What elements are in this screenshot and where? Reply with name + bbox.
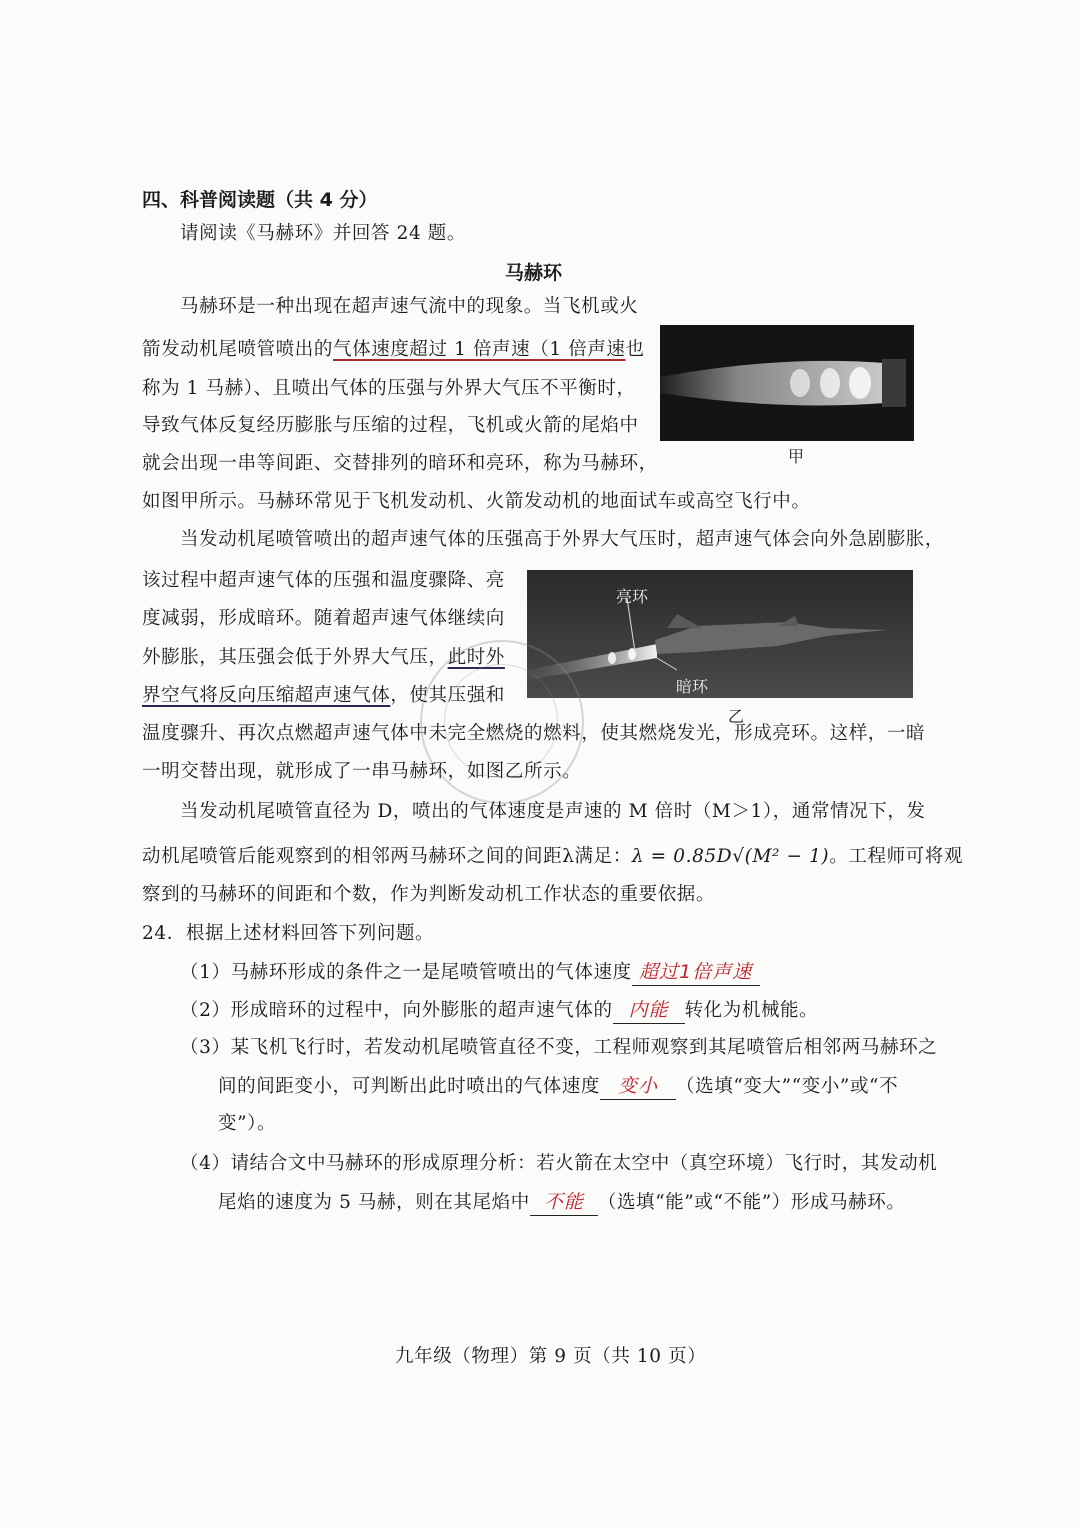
figure-yi-photo [527,570,913,698]
figure-jia-caption: 甲 [788,447,805,466]
watermark-stamp-inner [444,664,558,778]
q3-line1: （3）某飞机飞行时，若发动机尾喷管直径不变，工程师观察到其尾喷管后相邻两马赫环之 [180,1037,938,1058]
article-title: 马赫环 [505,262,563,284]
p3-line2-a: 动机尾喷管后能观察到的相邻两马赫环之间的间距λ满足： [142,846,632,867]
q1-answer: 超过1倍声速 [639,961,753,983]
q4-text-b: （选填“能”或“不能”）形成马赫环。 [597,1192,906,1213]
figure-yi-caption: 乙 [728,707,745,726]
p2-line5-b: ，使其压强和 [390,685,505,706]
q1-answer-blank[interactable] [632,960,760,986]
p1-line2-c: 也 [625,339,645,360]
q2-line [180,998,818,1024]
p1-line5: 就会出现一串等间距、交替排列的暗环和亮环，称为马赫环， [142,453,658,474]
q3-text-b: （选填“变大”“变小”或“不 [676,1076,899,1097]
p1-underlined-condition: 气体速度超过 1 倍声速（1 倍声速 [333,339,626,360]
q3-answer: 变小 [618,1075,659,1097]
p3-line2-b: 。工程师可将观 [829,846,963,867]
q2-answer-blank[interactable] [613,998,685,1024]
q1-line [180,960,760,986]
figure-jia-photo [660,325,914,441]
p2-line3: 度减弱，形成暗环。随着超声速气体继续向 [142,608,505,629]
watermark-stamp [420,640,584,804]
q3-answer-blank[interactable] [600,1074,676,1100]
question-stem: 根据上述材料回答下列问题。 [185,923,435,944]
p1-line2 [142,338,645,362]
q2-answer: 内能 [628,999,669,1021]
p3-line1: 当发动机尾喷管直径为 D，喷出的气体速度是声速的 M 倍时（M＞1），通常情况下，发 [180,801,926,822]
p2-line7: 一明交替出现，就形成了一串马赫环，如图乙所示。 [142,761,582,782]
p1-line6: 如图甲所示。马赫环常见于飞机发动机、火箭发动机的地面试车或高空飞行中。 [142,491,811,512]
section-title: 四、科普阅读题（共 4 分） [142,189,378,211]
p2-line1: 当发动机尾喷管喷出的超声速气体的压强高于外界大气压时，超声速气体会向外急剧膨胀， [180,529,945,550]
q4-line2 [218,1190,905,1216]
q1-text: （1）马赫环形成的条件之一是尾喷管喷出的气体速度 [180,962,632,983]
p1-line2-a: 箭发动机尾喷管喷出的 [142,339,334,360]
p1-line3: 称为 1 马赫）、且喷出气体的压强与外界大气压不平衡时， [142,378,636,399]
p2-line6: 温度骤升、再次点燃超声速气体中未完全燃烧的燃料，使其燃烧发光，形成亮环。这样，一暗 [142,723,926,744]
p2-line4-a: 外膨胀，其压强会低于外界大气压， [142,647,448,668]
p3-line3: 察到的马赫环的间距和个数，作为判断发动机工作状态的重要依据。 [142,884,716,905]
q3-line2 [218,1074,898,1100]
p2-underlined-b: 界空气将反向压缩超声速气体 [142,685,391,706]
q4-answer-blank[interactable] [530,1190,598,1216]
p1-line4: 导致气体反复经历膨胀与压缩的过程，飞机或火箭的尾焰中 [142,415,639,436]
q3-text-a: 间的间距变小，可判断出此时喷出的气体速度 [218,1076,601,1097]
mach-diamond-flame-image [660,325,914,441]
p2-underlined-a: 此时外 [447,647,505,668]
q4-line1: （4）请结合文中马赫环的形成原理分析：若火箭在太空中（真空环境）飞行时，其发动机 [180,1153,938,1174]
q2-text-a: （2）形成暗环的过程中，向外膨胀的超声速气体的 [180,1000,613,1021]
p3-line2 [142,845,963,869]
figure-yi-label-dark: 暗环 [676,677,709,696]
q3-line3: 变”）。 [218,1113,277,1134]
q4-answer: 不能 [543,1191,584,1213]
section-instruction: 请阅读《马赫环》并回答 24 题。 [180,223,467,244]
p2-line2: 该过程中超声速气体的压强和温度骤降、亮 [142,570,505,591]
p3-formula: λ = 0.85D√(M² − 1) [631,846,830,867]
p1-line1: 马赫环是一种出现在超声速气流中的现象。当飞机或火 [180,296,639,317]
q2-text-b: 转化为机械能。 [684,1000,819,1021]
figure-yi-label-bright: 亮环 [616,587,649,606]
q4-text-a: 尾焰的速度为 5 马赫，则在其尾焰中 [218,1192,530,1213]
question-number: 24． [142,923,186,944]
jet-mach-rings-image [527,570,913,698]
question-24-stem [142,922,434,946]
page-footer: 九年级（物理）第 9 页（共 10 页） [395,1346,707,1367]
